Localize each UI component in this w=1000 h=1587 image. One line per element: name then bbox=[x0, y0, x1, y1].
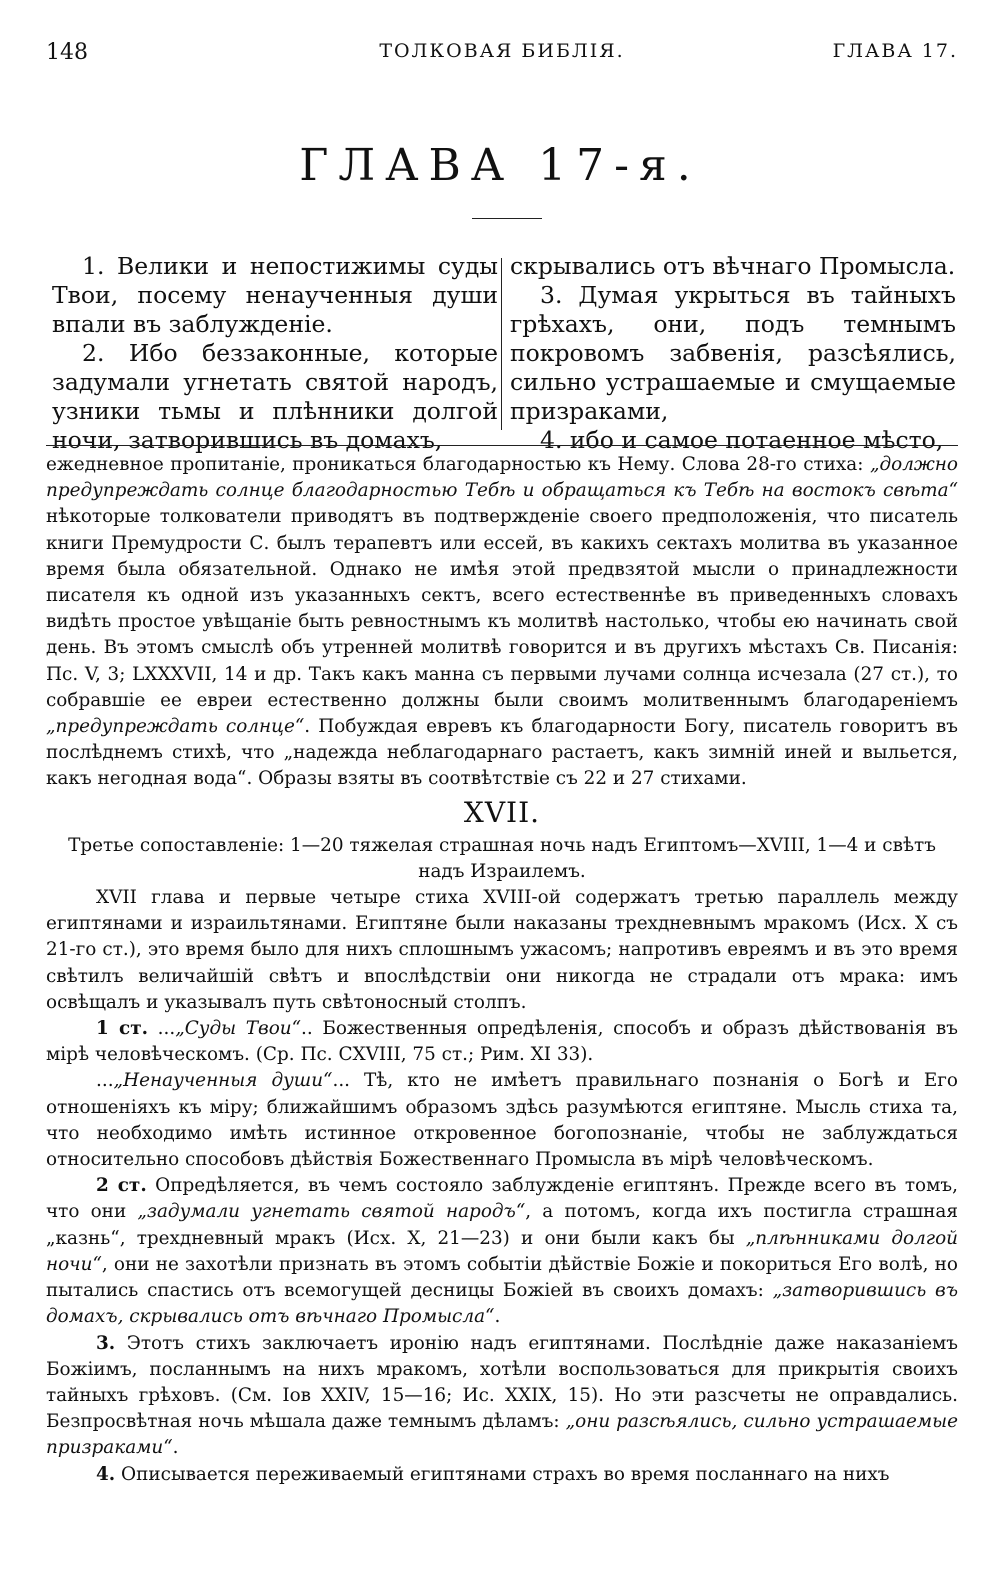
quote-span: „предупреждать солнце“ bbox=[46, 716, 305, 738]
verse-3: 3. Думая укрыться въ тайныхъ грѣхахъ, они, подъ темнымъ покровомъ забвенія, разсѣялись, сильно устрашаемые и смущаемые призраками, bbox=[510, 281, 956, 425]
quote-span: „Ненаученныя души“ bbox=[113, 1070, 333, 1092]
page-header bbox=[46, 40, 958, 70]
verse-ref: 4. bbox=[96, 1463, 116, 1485]
text-span: . bbox=[494, 1306, 501, 1328]
text-commentary-separator bbox=[46, 445, 958, 446]
commentary bbox=[46, 452, 958, 1488]
text-span: , они не захотѣли признать въ этомъ событіи дѣйствіе Божіе и покориться Его волѣ, но пытались спастись отъ всемогущей десницы Божіей въ своихъ домахъ: bbox=[46, 1253, 958, 1302]
text-span: ежедневное пропитаніе, проникаться благодарностью къ Нему. Слова 28-го стиха: bbox=[46, 454, 870, 475]
text-column-right bbox=[510, 252, 956, 455]
bible-text-columns bbox=[46, 252, 958, 454]
running-chapter: ГЛАВА 17. bbox=[832, 40, 958, 62]
text-span: . bbox=[172, 1437, 179, 1459]
quote-span: „затворившись въ домахъ, скрывались отъ вѣчнаго Промысла“ bbox=[46, 1280, 958, 1328]
text-span: нѣкоторые толкователи приводятъ въ подтвержденіе своего предположенія, что писатель книги Премудрости С. былъ терапевтъ или ессей, въ какихъ сектахъ молитва въ указанное время была обязательной. Однако не имѣя этой предвзятой мысли о принадлежности писателя къ одной изъ указанныхъ сектъ, всего естественнѣе въ приведенныхъ словахъ видѣть простое увѣщаніе быть ревностнымъ къ молитвѣ настолько, чтобы ею начинать свой день. Въ этомъ смыслѣ объ утренней молитвѣ говорится и въ другихъ мѣстахъ Св. Писанія: Пс. V, 3; LXXXVII, 14 и др. Такъ какъ манна съ первыми лучами солнца исчезала (27 ст.), то собравшіе ее евреи естественно должны были своимъ молитвеннымъ благодареніемъ bbox=[46, 506, 958, 711]
chapter-title: ГЛАВА 17-я. bbox=[299, 140, 701, 191]
verse-1: 1. Велики и непостижимы суды Твои, посему ненаученныя души впали въ заблужденіе. bbox=[52, 252, 498, 338]
commentary-paragraph bbox=[46, 452, 958, 793]
quote-span: „они разсѣялись, сильно устрашаемые призраками“ bbox=[46, 1411, 958, 1459]
text-span: . Побуждая евревъ къ благодарности Богу, писатель говоритъ въ послѣднемъ стихѣ, что „надежда неблагодарнаго растаетъ, какъ зимній иней и выльется, какъ негодная вода“. Образы взяты въ соотвѣтствіе съ 22 и 27 стихами. bbox=[46, 716, 958, 790]
text-span: Этотъ стихъ заключаетъ иронію надъ египтянами. Послѣдніе даже наказаніемъ Божіимъ, посланнымъ на нихъ мракомъ, хотѣли воспользоваться для прикрытія своихъ тайныхъ грѣховъ. (См. Іов XXIV, 15—16; Ис. XXIX, 15). Но эти разсчеты не оправдались. Безпросвѣтная ночь мѣшала даже темнымъ дѣламъ: bbox=[46, 1332, 958, 1433]
verse-ref: 2 ст. bbox=[96, 1175, 147, 1197]
verse-ref: 1 ст. bbox=[96, 1018, 148, 1040]
commentary-paragraph bbox=[46, 1173, 958, 1330]
text-column-left bbox=[52, 252, 498, 455]
commentary-paragraph bbox=[46, 1462, 958, 1488]
section-number: XVII. bbox=[463, 795, 541, 829]
text-span: ... Тѣ, кто не имѣетъ правильнаго познанія о Богѣ и Его отношеніяхъ къ міру; ближайшимъ образомъ здѣсь разумѣются египтяне. Мысль стиха та, что необходимо имѣть истинное откровенное богопознаніе, чтобы не заблуждаться относительно способовъ дѣйствія Божественнаго Промысла въ мірѣ человѣческомъ. bbox=[46, 1070, 958, 1171]
verse-ref: 3. bbox=[96, 1332, 116, 1354]
title-rule bbox=[472, 218, 542, 219]
text-span: Опредѣляется, въ чемъ состояло заблужденіе египтянъ. Прежде всего въ томъ, что они bbox=[46, 1175, 958, 1223]
quote-span: „должно предупреждать солнце благодарностью Тебѣ и обращаться къ Тебѣ на востокъ свѣта“ bbox=[46, 454, 958, 502]
text-span: ... bbox=[96, 1070, 114, 1092]
column-divider bbox=[501, 258, 502, 430]
quote-span: „задумали угнетать святой народъ“ bbox=[137, 1201, 526, 1223]
text-span: , а потомъ, когда ихъ постигла страшная „казнь“, трехдневный мракъ (Исх. X, 21—23) и они были какъ бы bbox=[46, 1201, 958, 1249]
verse-4: 4. ибо и самое потаенное мѣсто, bbox=[540, 426, 944, 454]
quote-span: „плѣнниками долгой ночи“ bbox=[46, 1227, 958, 1275]
quote-span: „Суды Твои“ bbox=[175, 1018, 302, 1040]
section-subtitle: Третье сопоставленіе: 1—20 тяжелая страшная ночь надъ Египтомъ—XVIII, 1—4 и свѣтъ надъ Израилемъ. bbox=[68, 834, 936, 882]
page-number: 148 bbox=[46, 40, 88, 65]
text-span: Описывается переживаемый египтянами страхъ во время посланнаго на нихъ bbox=[115, 1463, 890, 1485]
running-title: ТОЛКОВАЯ БИБЛІЯ. bbox=[379, 40, 625, 62]
text-span: .. Божественныя опредѣленія, способъ и образъ дѣйствованія въ мірѣ человѣческомъ. (Ср. Пс. CXVIII, 75 ст.; Рим. XI 33). bbox=[46, 1018, 958, 1066]
verse-2: 2. Ибо беззаконные, которые задумали угнетать святой народъ, узники тьмы и плѣнники долгой ночи, затворившись въ домахъ, bbox=[52, 339, 498, 454]
commentary-paragraph bbox=[46, 1016, 958, 1068]
commentary-paragraph bbox=[46, 1068, 958, 1173]
commentary-paragraph bbox=[46, 1331, 958, 1462]
commentary-paragraph: XVII глава и первые четыре стиха XVIII-ой содержатъ третью параллель между египтянами и израильтянами. Египтяне были наказаны трехдневнымъ мракомъ (Исх. X съ 21-го ст.), это время было для нихъ сплошнымъ ужасомъ; напротивъ евреямъ и въ это время свѣтилъ величайшій свѣтъ и впослѣдствіи они никогда не страдали отъ мрака: имъ освѣщалъ и указывалъ путь свѣтоносный столпъ. bbox=[46, 887, 958, 1013]
text-span: ... bbox=[148, 1018, 176, 1040]
verse-2-continued: скрывались отъ вѣчнаго Промысла. bbox=[510, 252, 956, 280]
